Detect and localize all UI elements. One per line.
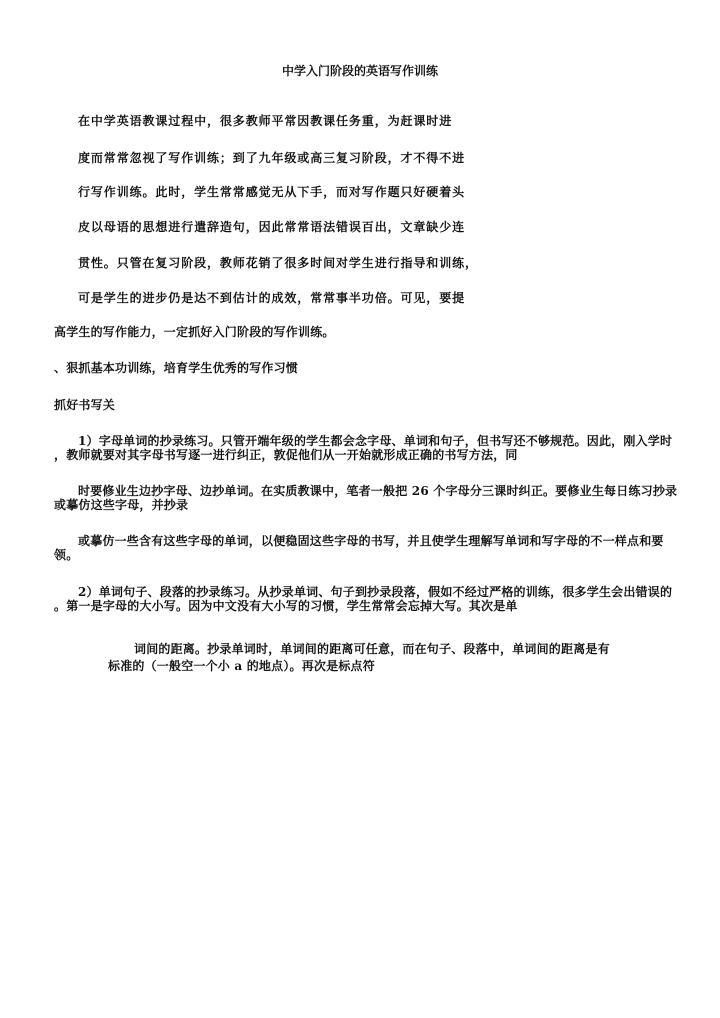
paragraph-line: 行写作训练。此时，学生常常感觉无从下手，而对写作题只好硬着头 [78, 185, 466, 199]
page-title: 中学入门阶段的英语写作训练 [281, 64, 438, 78]
paragraph-line: 。第一是字母的大小写。因为中文没有大小写的习惯，学生常常会忘掉大写。其次是单 [54, 599, 518, 613]
paragraph-line: 高学生的写作能力，一定抓好入门阶段的写作训练。 [54, 325, 335, 339]
paragraph-line: 皮以母语的思想进行遣辞造句，因此常常语法错误百出，文章缺少连 [78, 220, 466, 234]
section-heading: 、狠抓基本功训练，培育学生优秀的写作习惯 [54, 361, 299, 375]
paragraph-line: 时要修业生边抄字母、边抄单词。在实质教课中，笔者一般把 26 个字母分三课时纠正。要修业生每日练习抄录 [78, 484, 678, 498]
paragraph-line: 可是学生的进步仍是达不到估计的成效，常常事半功倍。可见，要提 [78, 291, 466, 305]
paragraph-line: 贯性。只管在复习阶段，教师花销了很多时间对学生进行指导和训练， [78, 256, 478, 270]
paragraph-line: 词间的距离。抄录单词时，单词间的距离可任意，而在句子、段落中，单词间的距离是有 [134, 642, 610, 656]
paragraph-line: 2）单词句子、段落的抄录练习。从抄录单词、句子到抄录段落，假如不经过严格的训练，很多学生会出错误的 [78, 585, 673, 599]
paragraph-line: 在中学英语教课过程中，很多教师平常因教课任务重，为赶课时进 [78, 114, 453, 128]
paragraph-line: 标准的（一般空一个小 a 的地点）。再次是标点符 [108, 659, 375, 673]
paragraph-line: 或摹仿这些字母，并抄录 [54, 498, 189, 512]
paragraph-line: 领。 [54, 548, 79, 562]
paragraph-line: 或摹仿一些含有这些字母的单词，以便稳固这些字母的书写，并且使学生理解写单词和写字母的不一样点和要 [78, 534, 664, 548]
paragraph-line: ，教师就要对其字母书写逐一进行纠正，敦促他们从一开始就形成正确的书写方法，同 [54, 448, 518, 462]
paragraph-line: 度而常常忽视了写作训练；到了九年级或高三复习阶段，才不得不进 [78, 151, 466, 165]
paragraph-line: 1）字母单词的抄录练习。只管开端年级的学生都会念字母、单词和句子，但书写还不够规范。因此，刚入学时 [78, 434, 673, 448]
subheading: 抓好书写关 [54, 398, 116, 412]
